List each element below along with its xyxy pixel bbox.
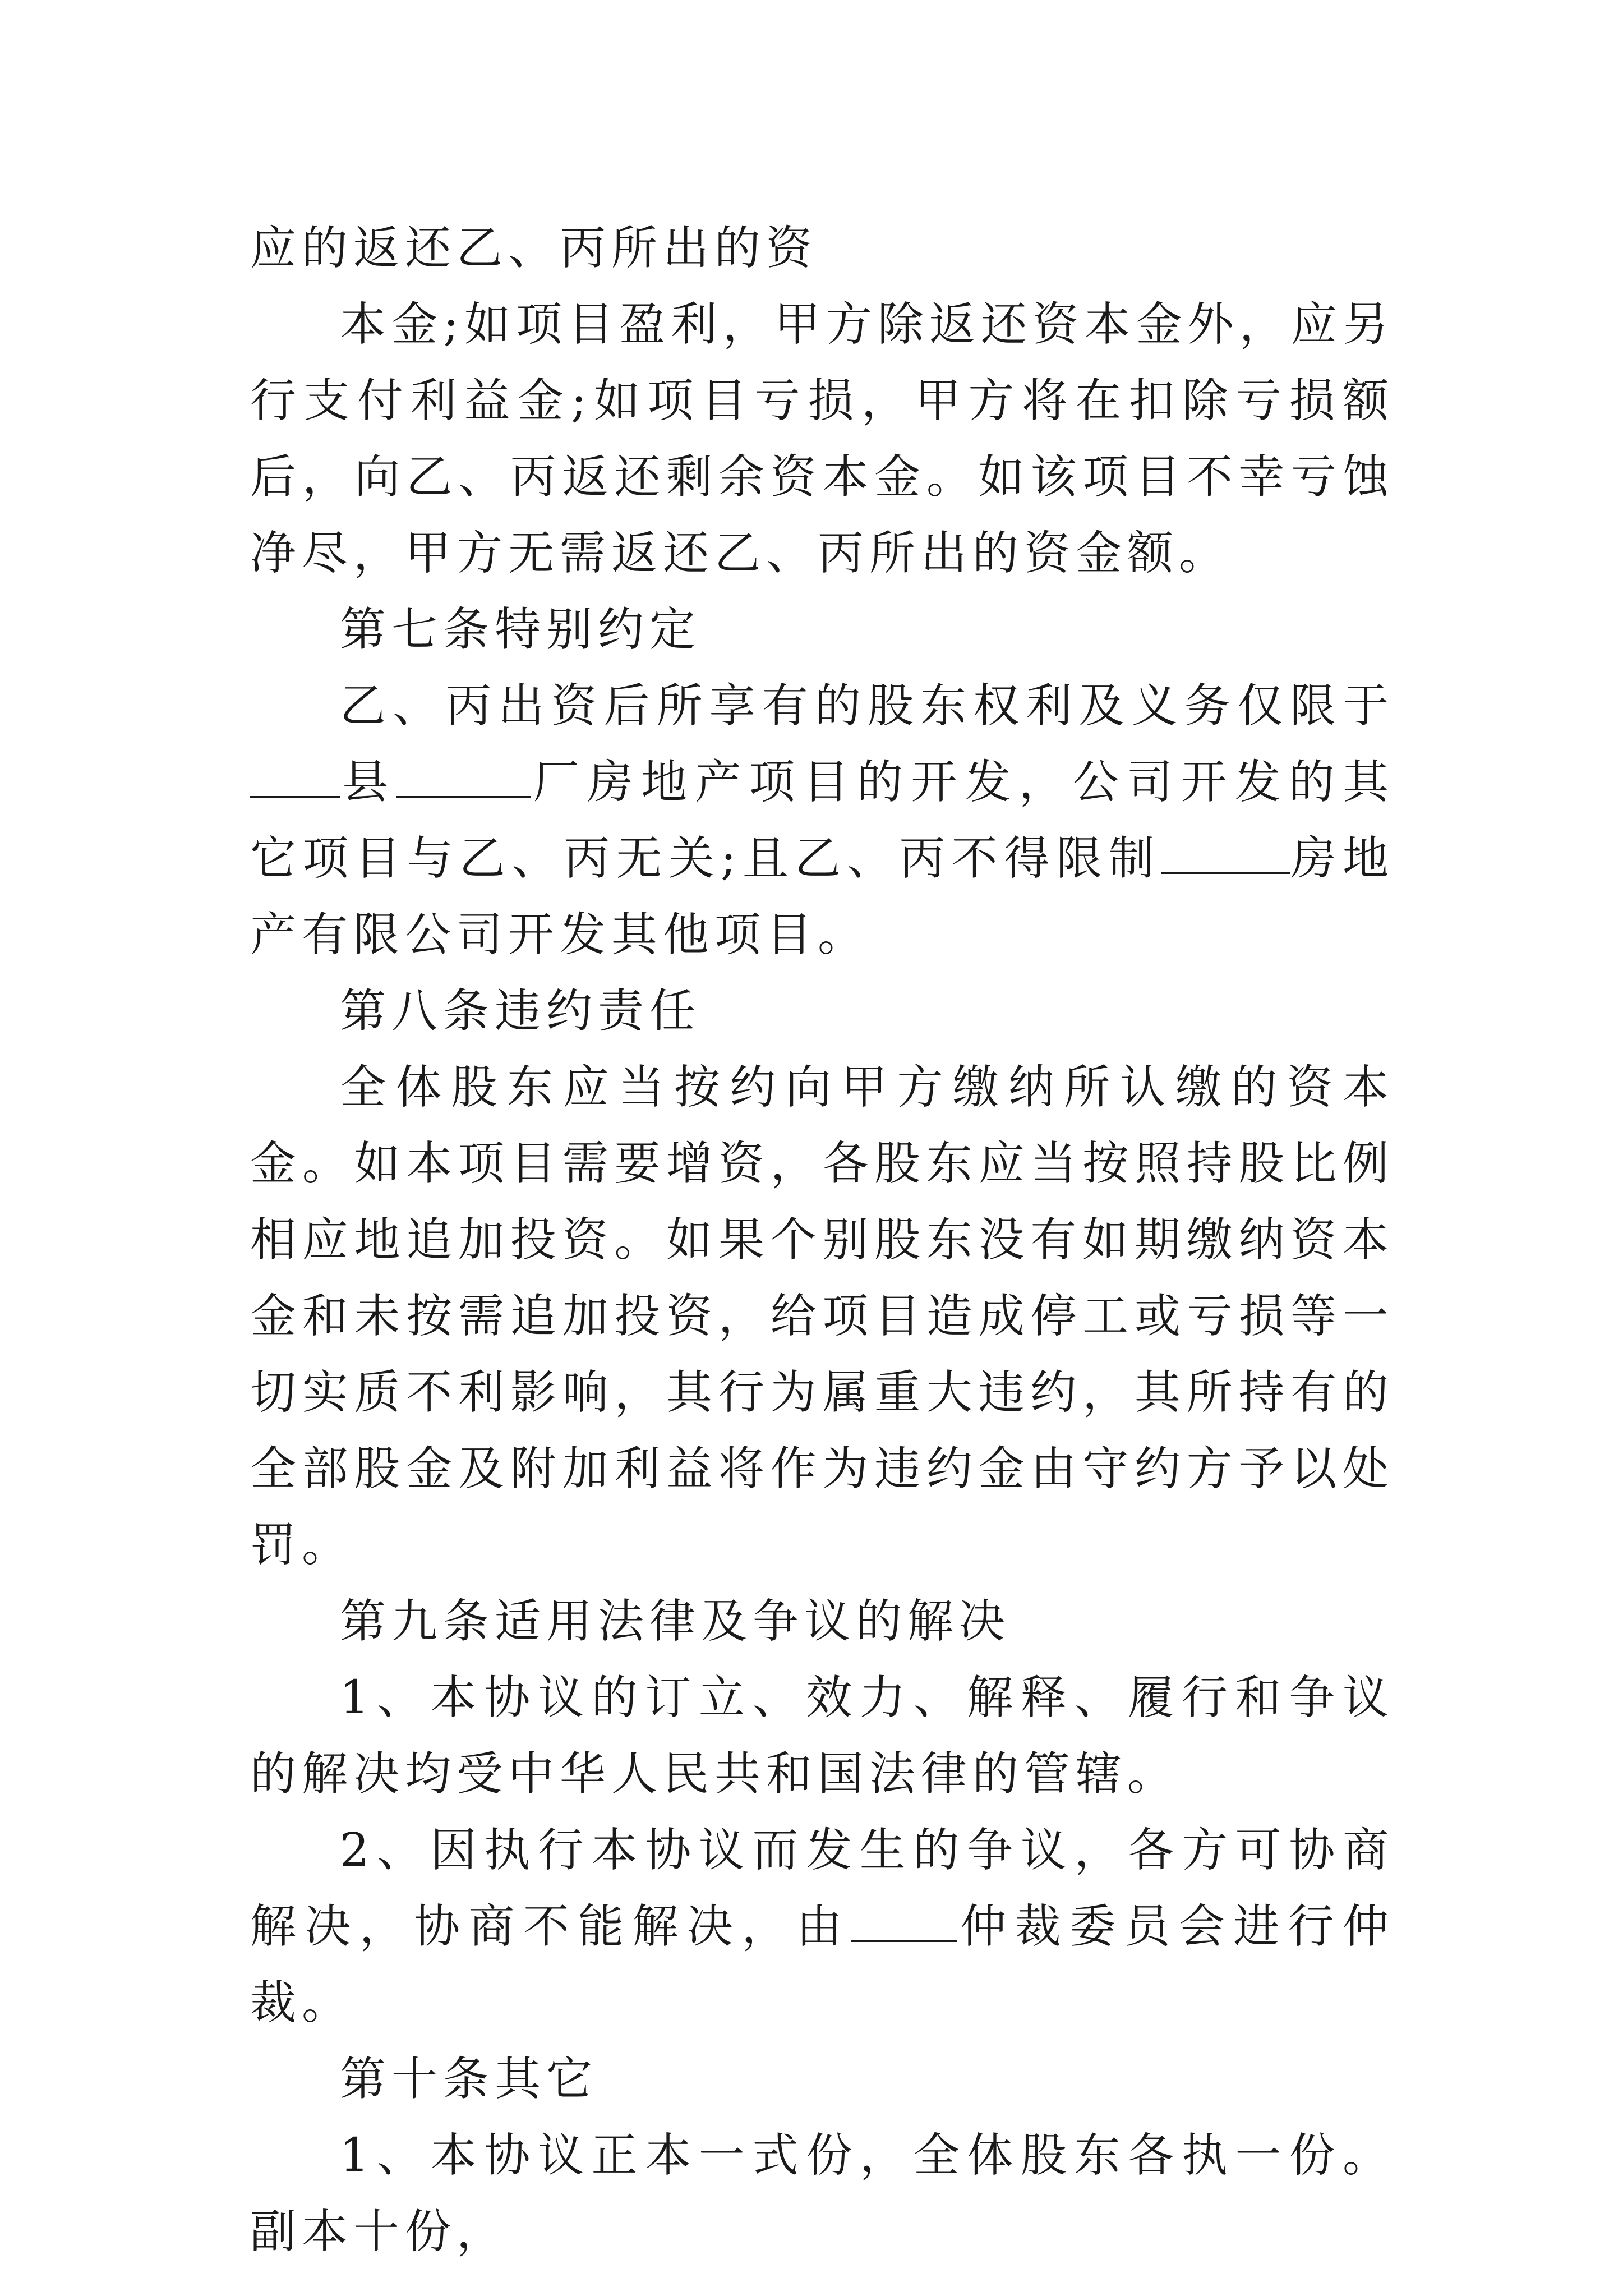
- article-9-item-1: 1、本协议的订立、效力、解释、履行和争议的解决均受中华人民共和国法律的管辖。: [250, 1671, 1394, 1801]
- article-8-body: 全体股东应当按约向甲方缴纳所认缴的资本金。如本项目需要增资，各股东应当按照持股比例相应地追加投资。如果个别股东没有如期缴纳资本金和未按需追加投资，给项目造成停工或亏损等一切实质不利影响，其行为属重大违约，其所持有的全部股金及附加利益将作为违约金由守约方予以处罚。: [250, 1061, 1394, 1572]
- article-7-text-d: 房地产有限公司开发其他项目。: [250, 832, 1394, 961]
- article-10-item-1: 1、本协议正本一式份，全体股东各执一份。副本十份，: [250, 2129, 1394, 2258]
- article-8-heading: 第八条违约责任: [340, 984, 702, 1038]
- blank-arbitration: [851, 1901, 957, 1942]
- paragraph-capital-return: 本金;如项目盈利，甲方除返还资本金外，应另行支付利益金;如项目亏损，甲方将在扣除亏损额后，向乙、丙返还剩余资本金。如该项目不幸亏蚀净尽，甲方无需返还乙、丙所出的资金额。: [250, 298, 1394, 580]
- article-7-heading: 第七条特别约定: [340, 603, 702, 656]
- article-7-text-b: 县: [340, 756, 396, 809]
- document-body: [250, 210, 1394, 2270]
- blank-company: [1161, 833, 1290, 874]
- paragraph-continuation: 应的返还乙、丙所出的资: [250, 222, 818, 275]
- blank-project: [396, 757, 531, 798]
- article-7-text-a: 乙、丙出资后所享有的股东权利及义务仅限于: [340, 679, 1394, 733]
- article-7-body: [250, 668, 1394, 973]
- article-10-heading: 第十条其它: [340, 2053, 598, 2106]
- blank-county: [250, 757, 340, 798]
- article-9-heading: 第九条适用法律及争议的解决: [340, 1595, 1011, 1648]
- article-9-item-2: [250, 1812, 1394, 2041]
- article-9-item-2-text-a: 2、因执行本协议而发生的争议，各方可协商解决，协商不能解决，由: [250, 1824, 1394, 1953]
- article-7-text-c: 厂房地产项目的开发，公司开发的其它项目与乙、丙无关;且乙、丙不得限制: [250, 756, 1394, 885]
- article-9-item-2-text-b: 仲裁委员会进行仲裁。: [250, 1900, 1394, 2030]
